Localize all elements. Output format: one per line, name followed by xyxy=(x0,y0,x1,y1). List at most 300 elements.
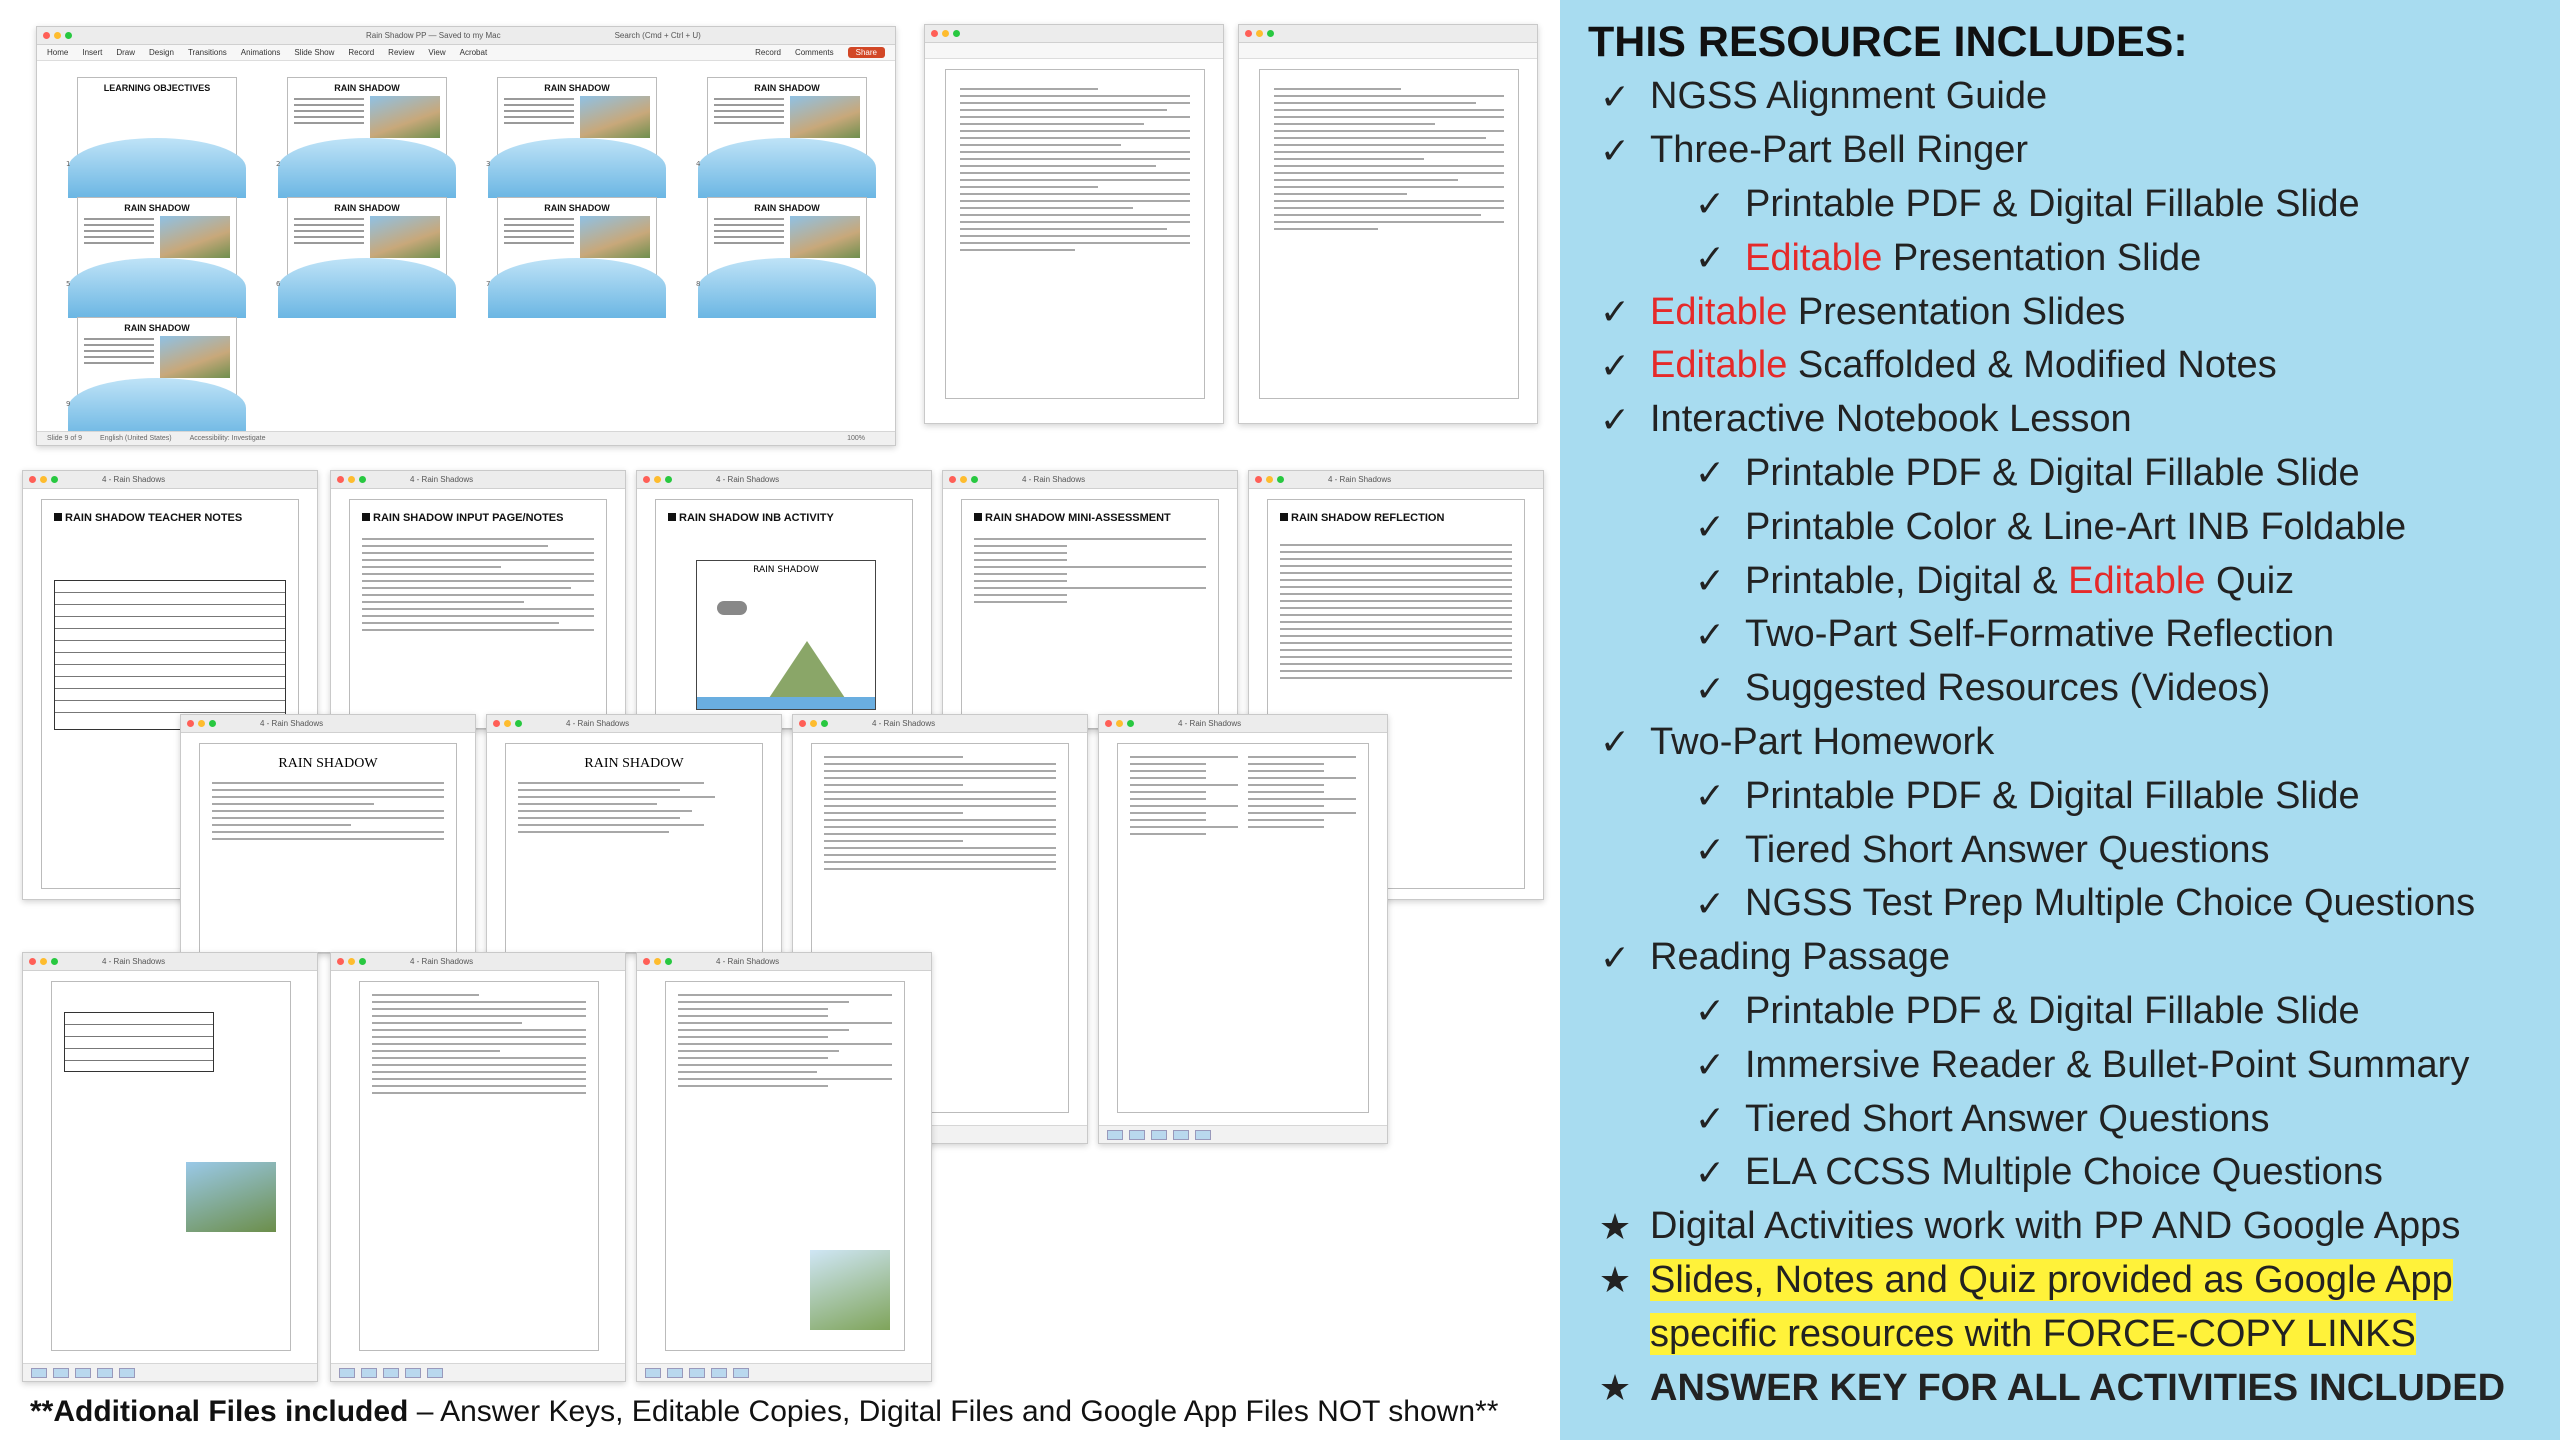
page-thumbnails[interactable] xyxy=(1099,1125,1387,1143)
slide-wave-decoration xyxy=(488,258,666,318)
mountain-image xyxy=(186,1162,276,1232)
item-text-part: NGSS Alignment Guide xyxy=(1650,75,2048,118)
checkmark-icon: ✓ xyxy=(1694,452,1726,494)
reflection-title: RAIN SHADOW REFLECTION xyxy=(1280,512,1512,524)
includes-item-text xyxy=(1745,613,2334,656)
homework-lines xyxy=(678,994,892,1087)
includes-subitem xyxy=(1580,608,2560,662)
close-dot-icon[interactable] xyxy=(1245,30,1252,37)
checkmark-icon: ✓ xyxy=(1694,990,1726,1032)
homework-table xyxy=(64,1012,214,1072)
includes-item-text xyxy=(1650,75,2047,118)
minimize-dot-icon[interactable] xyxy=(654,958,661,965)
maximize-dot-icon[interactable] xyxy=(359,958,366,965)
pdf-titlebar xyxy=(637,953,931,971)
close-dot-icon[interactable] xyxy=(43,32,50,39)
ppt-window-title: Rain Shadow PP — Saved to my Mac xyxy=(366,31,501,40)
checkmark-icon: ✓ xyxy=(1694,560,1726,602)
includes-item-text xyxy=(1650,398,2132,441)
checkmark-icon: ✓ xyxy=(1599,721,1631,763)
word-page-1 xyxy=(945,69,1205,399)
checkmark-icon: ✓ xyxy=(1599,75,1631,117)
includes-item-text xyxy=(1745,1044,2469,1087)
pdf-titlebar xyxy=(1249,471,1543,489)
includes-subitem xyxy=(1580,662,2560,716)
minimize-dot-icon[interactable] xyxy=(348,958,355,965)
slide-wave-decoration xyxy=(278,258,456,318)
includes-item-text xyxy=(1650,1367,2505,1410)
additional-files-note xyxy=(30,1395,1550,1429)
checkmark-icon: ✓ xyxy=(1599,936,1631,978)
checkmark-icon: ✓ xyxy=(1694,237,1726,279)
star-icon: ★ xyxy=(1598,1367,1632,1409)
word-text-lines xyxy=(960,88,1190,251)
pdf-window-inb-activity xyxy=(636,470,932,730)
ppt-titlebar xyxy=(37,27,895,45)
slide-thumbnail[interactable] xyxy=(486,77,657,168)
pdf-titlebar xyxy=(793,715,1087,733)
close-dot-icon[interactable] xyxy=(643,958,650,965)
share-button[interactable]: Share xyxy=(848,47,885,58)
item-text-part: NGSS Test Prep Multiple Choice Questions xyxy=(1745,882,2476,925)
ribbon-tab[interactable]: Acrobat xyxy=(459,48,488,57)
item-text-part: Printable PDF & Digital Fillable Slide xyxy=(1745,182,2360,225)
pdf-window-title: 4 - Rain Shadows xyxy=(716,957,780,966)
close-dot-icon[interactable] xyxy=(493,720,500,727)
word-text-lines xyxy=(1274,88,1504,230)
slide-wave-decoration xyxy=(68,138,246,198)
includes-item xyxy=(1580,393,2560,447)
word-page-2 xyxy=(1259,69,1519,399)
standards-table xyxy=(54,580,286,730)
homework-lines xyxy=(372,994,586,1094)
includes-list xyxy=(1580,70,2560,1415)
ribbon-tab[interactable]: Transitions xyxy=(187,48,227,57)
slide-image xyxy=(580,96,650,138)
maximize-dot-icon[interactable] xyxy=(665,476,672,483)
slide-number: 3 xyxy=(486,160,491,168)
item-text-part: Printable PDF & Digital Fillable Slide xyxy=(1745,774,2360,817)
includes-subitem xyxy=(1580,769,2560,823)
close-dot-icon[interactable] xyxy=(949,476,956,483)
close-dot-icon[interactable] xyxy=(187,720,194,727)
checkmark-icon: ✓ xyxy=(1694,613,1726,655)
item-text-part: Quiz xyxy=(2205,559,2295,602)
slide-image xyxy=(160,336,230,378)
includes-item xyxy=(1580,1361,2560,1415)
word-ribbon-2 xyxy=(1239,43,1537,59)
pdf-window-summary xyxy=(486,714,782,954)
includes-item xyxy=(1580,1254,2560,1308)
pdf-window-title: 4 - Rain Shadows xyxy=(872,719,936,728)
slide-thumbnail[interactable] xyxy=(66,77,237,168)
slide-number: 7 xyxy=(486,280,491,288)
includes-item-text xyxy=(1745,990,2360,1033)
close-dot-icon[interactable] xyxy=(29,476,36,483)
slide-number: 1 xyxy=(66,160,71,168)
item-text-part: Suggested Resources (Videos) xyxy=(1745,667,2271,710)
slide-thumbnail[interactable] xyxy=(486,197,657,288)
minimize-dot-icon[interactable] xyxy=(654,476,661,483)
includes-item xyxy=(1580,339,2560,393)
maximize-dot-icon[interactable] xyxy=(1267,30,1274,37)
maximize-dot-icon[interactable] xyxy=(65,32,72,39)
pdf-window-title: 4 - Rain Shadows xyxy=(410,475,474,484)
minimize-dot-icon[interactable] xyxy=(504,720,511,727)
minimize-dot-icon[interactable] xyxy=(960,476,967,483)
checkmark-icon: ✓ xyxy=(1694,667,1726,709)
includes-subitem xyxy=(1580,823,2560,877)
item-text-part: Two-Part Self-Formative Reflection xyxy=(1745,613,2335,656)
pdf-titlebar xyxy=(331,953,625,971)
item-text-part: Digital Activities work with PP AND Google Apps xyxy=(1650,1205,2461,1248)
slide-title: LEARNING OBJECTIVES xyxy=(103,83,211,93)
checkmark-icon: ✓ xyxy=(1694,829,1726,871)
includes-subitem xyxy=(1580,231,2560,285)
status-zoom[interactable]: 100% xyxy=(847,435,865,442)
star-icon: ★ xyxy=(1598,1205,1632,1247)
minimize-dot-icon[interactable] xyxy=(942,30,949,37)
includes-subitem xyxy=(1580,1146,2560,1200)
ribbon-tab[interactable]: Record xyxy=(348,48,375,57)
slide-title: RAIN SHADOW xyxy=(334,83,400,93)
includes-item-text xyxy=(1650,721,1994,764)
slide-thumbnail[interactable] xyxy=(696,77,867,168)
inb-activity-page xyxy=(655,499,913,729)
includes-item-text xyxy=(1650,936,1950,979)
includes-item xyxy=(1580,70,2560,124)
checkmark-icon: ✓ xyxy=(1694,1098,1726,1140)
summary-page xyxy=(505,743,763,953)
pdf-titlebar xyxy=(181,715,475,733)
close-dot-icon[interactable] xyxy=(1255,476,1262,483)
two-column-questions xyxy=(1130,756,1356,840)
pdf-window-title: 4 - Rain Shadows xyxy=(1328,475,1392,484)
pdf-titlebar xyxy=(1099,715,1387,733)
pdf-window-title: 4 - Rain Shadows xyxy=(410,957,474,966)
slide-text-lines xyxy=(294,218,364,248)
includes-item xyxy=(1580,716,2560,770)
close-dot-icon[interactable] xyxy=(931,30,938,37)
maximize-dot-icon[interactable] xyxy=(51,476,58,483)
ribbon-tab[interactable]: View xyxy=(428,48,446,57)
close-dot-icon[interactable] xyxy=(1105,720,1112,727)
slide-number: 2 xyxy=(276,160,281,168)
question-lines xyxy=(824,756,1056,870)
item-text-part: Immersive Reader & Bullet-Point Summary xyxy=(1745,1043,2470,1086)
homework-page-3 xyxy=(665,981,905,1351)
ppt-search[interactable]: Search (Cmd + Ctrl + U) xyxy=(614,31,701,40)
word-titlebar-1 xyxy=(925,25,1223,43)
checkmark-icon: ✓ xyxy=(1694,183,1726,225)
highlighted-text: Slides, Notes and Quiz provided as Google App xyxy=(1650,1258,2453,1301)
inb-activity-title: RAIN SHADOW INB ACTIVITY xyxy=(668,512,900,524)
slide-number: 6 xyxy=(276,280,281,288)
item-text-part: ANSWER KEY FOR ALL ACTIVITIES INCLUDED xyxy=(1650,1366,2506,1409)
includes-panel xyxy=(1560,0,2560,1440)
ppt-statusbar xyxy=(37,431,895,445)
input-page-title: RAIN SHADOW INPUT PAGE/NOTES xyxy=(362,512,594,524)
ppt-ribbon xyxy=(37,45,895,61)
slide-title: RAIN SHADOW xyxy=(124,323,190,333)
pdf-titlebar xyxy=(943,471,1237,489)
pdf-titlebar xyxy=(487,715,781,733)
close-dot-icon[interactable] xyxy=(643,476,650,483)
includes-subitem xyxy=(1580,178,2560,232)
mini-assessment-page xyxy=(961,499,1219,729)
slide-text-lines xyxy=(84,218,154,248)
slide-thumbnail[interactable] xyxy=(66,317,237,408)
item-text-part: Tiered Short Answer Questions xyxy=(1745,1097,2270,1140)
checkmark-icon: ✓ xyxy=(1694,775,1726,817)
includes-item-text xyxy=(1650,1313,2416,1356)
teacher-notes-title: RAIN SHADOW TEACHER NOTES xyxy=(54,512,286,524)
footer-rest-text: – Answer Keys, Editable Copies, Digital Files and Google App Files NOT shown** xyxy=(408,1395,1499,1428)
includes-item-text xyxy=(1745,667,2270,710)
ribbon-tab[interactable]: Animations xyxy=(240,48,281,57)
item-text-part: Scaffolded & Modified Notes xyxy=(1787,344,2277,387)
minimize-dot-icon[interactable] xyxy=(1116,720,1123,727)
pdf-titlebar xyxy=(637,471,931,489)
maximize-dot-icon[interactable] xyxy=(665,958,672,965)
editable-highlight-text: Editable xyxy=(1745,236,1883,279)
minimize-dot-icon[interactable] xyxy=(1266,476,1273,483)
ribbon-tab[interactable]: Slide Show xyxy=(294,48,335,57)
checkmark-icon: ✓ xyxy=(1599,344,1631,386)
includes-item xyxy=(1580,124,2560,178)
maximize-dot-icon[interactable] xyxy=(821,720,828,727)
powerpoint-window xyxy=(36,26,896,446)
reflection-lines xyxy=(1280,544,1512,679)
minimize-dot-icon[interactable] xyxy=(40,958,47,965)
passage-lines xyxy=(212,782,444,840)
includes-item-text xyxy=(1650,129,2028,172)
maximize-dot-icon[interactable] xyxy=(1277,476,1284,483)
pdf-window-homework-3 xyxy=(636,952,932,1382)
pdf-titlebar xyxy=(23,471,317,489)
item-text-part: Printable PDF & Digital Fillable Slide xyxy=(1745,989,2360,1032)
homework-page-2 xyxy=(359,981,599,1351)
minimize-dot-icon[interactable] xyxy=(54,32,61,39)
page-thumbnails[interactable] xyxy=(23,1363,317,1381)
slide-wave-decoration xyxy=(68,378,246,438)
pdf-window-title: 4 - Rain Shadows xyxy=(716,475,780,484)
page-thumbnails[interactable] xyxy=(331,1363,625,1381)
includes-item-text xyxy=(1745,1151,2383,1194)
includes-subitem xyxy=(1580,1038,2560,1092)
slide-image xyxy=(160,216,230,258)
includes-subitem xyxy=(1580,447,2560,501)
pdf-window-title: 4 - Rain Shadows xyxy=(260,719,324,728)
editable-highlight-text: Editable xyxy=(1650,290,1788,333)
close-dot-icon[interactable] xyxy=(799,720,806,727)
ribbon-tab[interactable]: Insert xyxy=(82,48,103,57)
reading-passage-page xyxy=(199,743,457,953)
includes-item-text xyxy=(1745,560,2294,603)
checkmark-icon: ✓ xyxy=(1599,291,1631,333)
slide-thumbnail[interactable] xyxy=(66,197,237,288)
diagram-label: RAIN SHADOW xyxy=(753,565,819,575)
status-language: English (United States) xyxy=(100,435,172,442)
minimize-dot-icon[interactable] xyxy=(348,476,355,483)
status-accessibility[interactable]: Accessibility: Investigate xyxy=(189,435,266,442)
slide-text-lines xyxy=(504,98,574,128)
item-text-part: Printable, Digital & xyxy=(1745,559,2069,602)
close-dot-icon[interactable] xyxy=(337,476,344,483)
maximize-dot-icon[interactable] xyxy=(515,720,522,727)
item-text-part: Presentation Slide xyxy=(1882,236,2202,279)
item-text-part: Printable Color & Line-Art INB Foldable xyxy=(1745,505,2407,548)
word-window-1 xyxy=(924,24,1224,424)
item-text-part: Printable PDF & Digital Fillable Slide xyxy=(1745,451,2360,494)
close-dot-icon[interactable] xyxy=(29,958,36,965)
slide-title: RAIN SHADOW xyxy=(544,203,610,213)
mini-assessment-title: RAIN SHADOW MINI-ASSESSMENT xyxy=(974,512,1206,524)
includes-item-text xyxy=(1650,1205,2460,1248)
maximize-dot-icon[interactable] xyxy=(359,476,366,483)
editable-highlight-text: Editable xyxy=(2068,559,2206,602)
slide-sorter xyxy=(57,71,875,425)
includes-item-text xyxy=(1745,829,2270,872)
pdf-window-homework-1 xyxy=(22,952,318,1382)
slide-text-lines xyxy=(294,98,364,128)
includes-item-text xyxy=(1745,775,2360,818)
slide-wave-decoration xyxy=(278,138,456,198)
ribbon-tab[interactable]: Design xyxy=(149,48,174,57)
pdf-window-title: 4 - Rain Shadows xyxy=(1022,475,1086,484)
summary-lines xyxy=(518,782,750,833)
rain-shadow-diagram xyxy=(696,560,876,710)
slide-image xyxy=(790,96,860,138)
slide-image xyxy=(370,96,440,138)
homework-page-1 xyxy=(51,981,291,1351)
includes-item xyxy=(1580,1307,2560,1361)
item-text-part: Reading Passage xyxy=(1650,936,1950,979)
ribbon-tab[interactable]: Home xyxy=(47,48,69,57)
pdf-window-title: 4 - Rain Shadows xyxy=(1178,719,1242,728)
word-ribbon-1 xyxy=(925,43,1223,59)
water-strip xyxy=(697,697,875,709)
checkmark-icon: ✓ xyxy=(1599,129,1631,171)
slide-title: RAIN SHADOW xyxy=(544,83,610,93)
includes-subitem xyxy=(1580,500,2560,554)
slide-wave-decoration xyxy=(488,138,666,198)
editable-highlight-text: Editable xyxy=(1650,344,1788,387)
minimize-dot-icon[interactable] xyxy=(810,720,817,727)
slide-number: 8 xyxy=(696,280,701,288)
star-icon: ★ xyxy=(1598,1259,1632,1301)
question-column xyxy=(1130,756,1238,840)
includes-item-text xyxy=(1745,506,2406,549)
slide-image xyxy=(790,216,860,258)
slide-title: RAIN SHADOW xyxy=(754,203,820,213)
slide-title: RAIN SHADOW xyxy=(754,83,820,93)
minimize-dot-icon[interactable] xyxy=(1256,30,1263,37)
checkmark-icon: ✓ xyxy=(1694,882,1726,924)
slide-number: 4 xyxy=(696,160,701,168)
item-text-part: Presentation Slides xyxy=(1787,290,2126,333)
checkmark-icon: ✓ xyxy=(1694,1044,1726,1086)
mountain-image xyxy=(810,1250,890,1330)
slide-text-lines xyxy=(714,98,784,128)
word-window-2 xyxy=(1238,24,1538,424)
question-column xyxy=(1248,756,1356,840)
includes-subitem xyxy=(1580,554,2560,608)
includes-item xyxy=(1580,1200,2560,1254)
multiple-choice-page xyxy=(1117,743,1369,1113)
includes-item-text xyxy=(1745,237,2201,280)
includes-item-text xyxy=(1745,882,2475,925)
checkmark-icon: ✓ xyxy=(1694,506,1726,548)
slide-thumbnail[interactable] xyxy=(276,197,447,288)
slide-image xyxy=(580,216,650,258)
ribbon-tab[interactable]: Draw xyxy=(116,48,136,57)
maximize-dot-icon[interactable] xyxy=(953,30,960,37)
minimize-dot-icon[interactable] xyxy=(40,476,47,483)
pdf-window-title: 4 - Rain Shadows xyxy=(566,719,630,728)
maximize-dot-icon[interactable] xyxy=(51,958,58,965)
slide-number: 9 xyxy=(66,400,71,408)
slide-number: 5 xyxy=(66,280,71,288)
includes-item xyxy=(1580,931,2560,985)
pdf-window-questions-2 xyxy=(1098,714,1388,1144)
slide-wave-decoration xyxy=(68,258,246,318)
pdf-titlebar xyxy=(23,953,317,971)
slide-thumbnail[interactable] xyxy=(696,197,867,288)
maximize-dot-icon[interactable] xyxy=(971,476,978,483)
item-text-part: Two-Part Homework xyxy=(1650,720,1995,763)
page-thumbnails[interactable] xyxy=(637,1363,931,1381)
status-slide-count: Slide 9 of 9 xyxy=(47,435,83,442)
panel-title: THIS RESOURCE INCLUDES: xyxy=(1588,18,2188,66)
pdf-window-homework-2 xyxy=(330,952,626,1382)
mountain-icon xyxy=(767,641,847,701)
includes-item-text xyxy=(1745,1098,2270,1141)
word-titlebar-2 xyxy=(1239,25,1537,43)
input-text-lines xyxy=(362,538,594,631)
checkmark-icon: ✓ xyxy=(1599,398,1631,440)
record-button[interactable]: Record xyxy=(755,48,781,57)
checkmark-icon: ✓ xyxy=(1694,1151,1726,1193)
slide-title: RAIN SHADOW xyxy=(334,203,400,213)
includes-item xyxy=(1580,285,2560,339)
slide-title: RAIN SHADOW xyxy=(124,203,190,213)
item-text-part: ELA CCSS Multiple Choice Questions xyxy=(1745,1151,2383,1194)
comments-button[interactable]: Comments xyxy=(794,48,834,57)
includes-item-text xyxy=(1745,452,2360,495)
minimize-dot-icon[interactable] xyxy=(198,720,205,727)
close-dot-icon[interactable] xyxy=(337,958,344,965)
slide-image xyxy=(370,216,440,258)
includes-subitem xyxy=(1580,985,2560,1039)
includes-item-text xyxy=(1650,1259,2453,1302)
slide-text-lines xyxy=(504,218,574,248)
slide-wave-decoration xyxy=(698,138,876,198)
slide-thumbnail[interactable] xyxy=(276,77,447,168)
item-text-part: Interactive Notebook Lesson xyxy=(1650,398,2132,441)
item-text-part: Three-Part Bell Ringer xyxy=(1650,129,2029,172)
pdf-window-title: 4 - Rain Shadows xyxy=(102,475,166,484)
ribbon-tab[interactable]: Review xyxy=(388,48,415,57)
maximize-dot-icon[interactable] xyxy=(209,720,216,727)
pdf-window-mini-assessment xyxy=(942,470,1238,730)
highlighted-text: specific resources with FORCE-COPY LINKS xyxy=(1650,1312,2416,1355)
maximize-dot-icon[interactable] xyxy=(1127,720,1134,727)
cloud-icon xyxy=(717,601,747,615)
item-text-part: Tiered Short Answer Questions xyxy=(1745,828,2270,871)
slide-wave-decoration xyxy=(698,258,876,318)
pdf-titlebar xyxy=(331,471,625,489)
